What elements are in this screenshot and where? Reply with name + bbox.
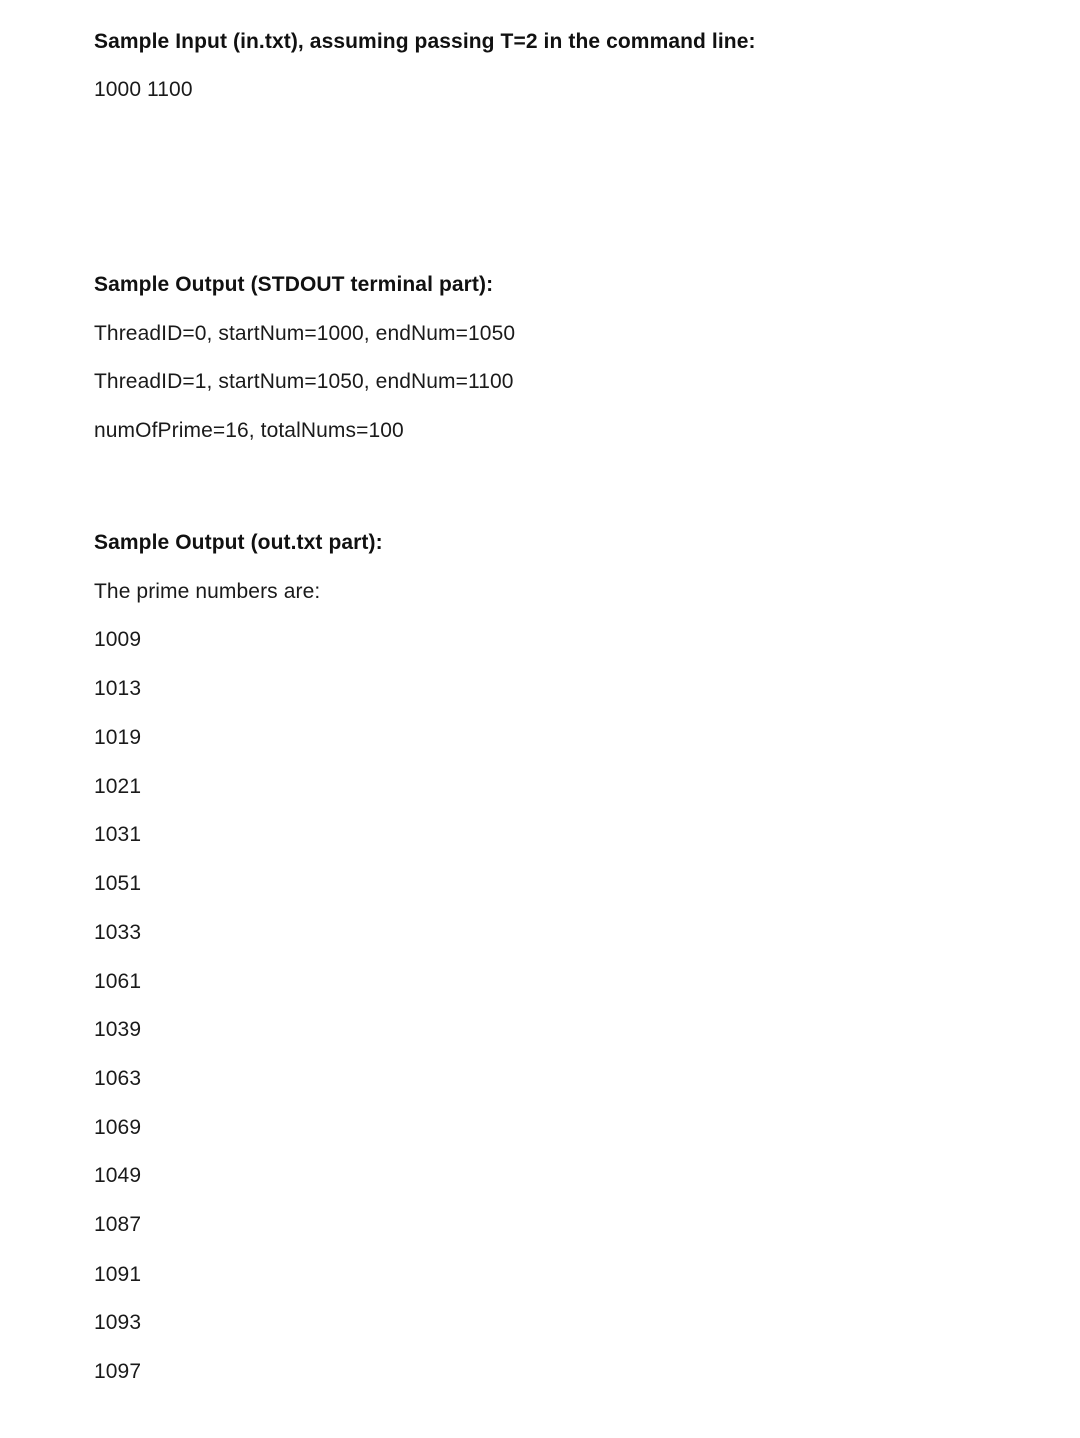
prime-number: 1061 [94,970,142,993]
prime-number: 1021 [94,775,142,798]
prime-number: 1063 [94,1067,142,1090]
input-content: 1000 1100 [94,78,193,101]
prime-number: 1069 [94,1116,142,1139]
input-heading: Sample Input (in.txt), assuming passing T=2 in the command line: [94,30,756,53]
prime-number: 1039 [94,1018,142,1041]
stdout-line: numOfPrime=16, totalNums=100 [94,419,404,442]
prime-number: 1097 [94,1360,142,1383]
prime-number: 1013 [94,677,142,700]
outfile-heading: Sample Output (out.txt part): [94,531,383,554]
prime-number: 1091 [94,1263,142,1286]
prime-number: 1049 [94,1164,142,1187]
prime-number: 1087 [94,1213,142,1236]
prime-number: 1019 [94,726,142,749]
stdout-line: ThreadID=1, startNum=1050, endNum=1100 [94,370,514,393]
prime-number: 1033 [94,921,142,944]
stdout-heading: Sample Output (STDOUT terminal part): [94,273,494,296]
outfile-intro: The prime numbers are: [94,580,321,603]
prime-number: 1031 [94,823,142,846]
stdout-line: ThreadID=0, startNum=1000, endNum=1050 [94,322,516,345]
prime-number: 1093 [94,1311,142,1334]
prime-number: 1009 [94,628,142,651]
prime-number: 1051 [94,872,142,895]
